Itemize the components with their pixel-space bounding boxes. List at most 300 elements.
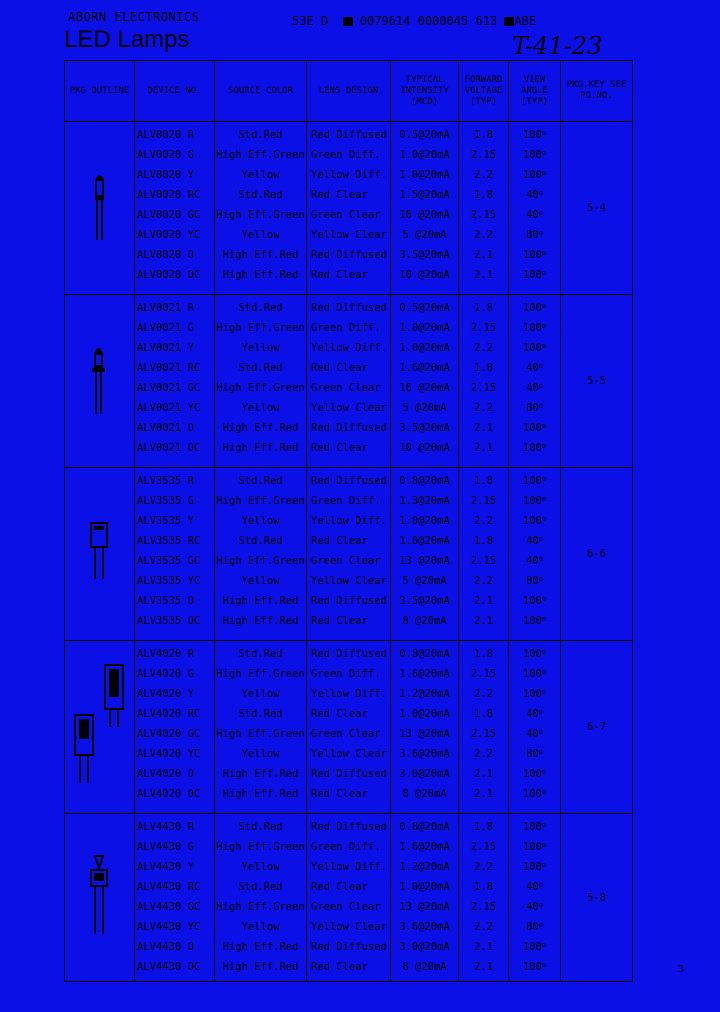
forward-voltage-value	[459, 957, 508, 977]
degree-symbol: o	[538, 881, 543, 889]
lens-design-text: Green Clear	[311, 209, 381, 221]
source-color-value	[215, 471, 306, 491]
forward-voltage-value	[459, 165, 508, 185]
device-no-value	[135, 571, 214, 591]
source-color-text: Yellow	[241, 229, 280, 241]
typical-intensity-value	[391, 125, 458, 145]
device-no-value	[135, 338, 214, 358]
forward-voltage-value	[459, 511, 508, 531]
lens-design-value	[307, 145, 390, 165]
led-spec-table	[64, 60, 633, 982]
degree-symbol: o	[541, 169, 547, 177]
forward-voltage-text: 2.2	[474, 229, 493, 241]
source-color-value	[215, 917, 306, 937]
lens-design-value	[307, 837, 390, 857]
forward-voltage-text: 2.15	[470, 495, 497, 507]
forward-voltage-text: 2.2	[474, 861, 493, 873]
lens-design-text: Yellow Clear	[311, 402, 387, 414]
typical-intensity-value	[391, 491, 458, 511]
col-view-angle: VIEW ANGLE (TYP)	[509, 61, 561, 122]
view-angle-text: 100	[522, 768, 542, 780]
col-forward-voltage: FORWARD VOLTAGE (TYP)	[459, 61, 509, 122]
view-angle-value	[509, 298, 560, 318]
source-color-text: High Eff.Green	[216, 209, 305, 221]
forward-voltage-text: 1.8	[474, 821, 493, 833]
lens-design-value	[307, 744, 390, 764]
device-no-value	[135, 704, 214, 724]
lens-design-value	[307, 125, 390, 145]
forward-voltage-text: 2.1	[474, 768, 493, 780]
forward-voltage-value	[459, 338, 508, 358]
view-angle-value	[509, 897, 560, 917]
view-angle-value	[509, 125, 560, 145]
view-angle-value	[509, 937, 560, 957]
lens-design-value	[307, 897, 390, 917]
device-no-value	[135, 165, 214, 185]
forward-voltage-value	[459, 664, 508, 684]
source-color-value	[215, 857, 306, 877]
pkg-key-value: 5-5	[587, 375, 606, 387]
view-angle-text: 100	[522, 342, 542, 354]
col-pkg-key: PKG.KEY SEE PG.NO.	[561, 61, 633, 122]
typical-intensity-value	[391, 358, 458, 378]
view-angle-text: 80	[526, 402, 539, 414]
device-no-text: ALV3535 O	[137, 595, 194, 607]
device-no-value	[135, 897, 214, 917]
lens-design-value	[307, 298, 390, 318]
view-angle-value	[509, 877, 560, 897]
forward-voltage-cell	[459, 295, 509, 468]
device-no-value	[135, 837, 214, 857]
source-color-text: Std.Red	[238, 302, 283, 314]
pkg-outline-cell	[65, 122, 135, 295]
device-no-value	[135, 491, 214, 511]
typical-intensity-value	[391, 817, 458, 837]
source-color-value	[215, 298, 306, 318]
forward-voltage-cell	[459, 468, 509, 641]
source-color-value	[215, 837, 306, 857]
pkg-outline-cell	[65, 814, 135, 982]
forward-voltage-text: 1.8	[474, 648, 493, 660]
device-no-value	[135, 245, 214, 265]
table-group-row	[65, 295, 633, 468]
view-angle-value	[509, 265, 560, 285]
source-color-text: High Eff.Green	[216, 728, 305, 740]
view-angle-value	[509, 764, 560, 784]
lens-design-cell	[307, 641, 391, 814]
typical-intensity-value	[391, 937, 458, 957]
degree-symbol: o	[541, 475, 547, 483]
lens-design-text: Red Clear	[311, 708, 368, 720]
device-no-text: ALV4430 O	[137, 941, 194, 953]
doc-code-prefix: 53E D	[292, 14, 329, 28]
view-angle-text: 100	[522, 595, 542, 607]
typical-intensity-text: 1.0@20mA	[399, 322, 450, 334]
device-no-text: ALV0020 GC	[137, 209, 201, 221]
source-color-value	[215, 125, 306, 145]
typical-intensity-cell	[391, 468, 459, 641]
device-no-value	[135, 511, 214, 531]
view-angle-value	[509, 491, 560, 511]
source-color-value	[215, 897, 306, 917]
lens-design-text: Yellow Diff.	[311, 688, 387, 700]
view-angle-text: 40	[526, 555, 539, 567]
device-no-text: ALV3535 G	[137, 495, 194, 507]
forward-voltage-value	[459, 225, 508, 245]
source-color-text: High Eff.Red	[222, 249, 299, 261]
device-no-value	[135, 225, 214, 245]
device-no-text: ALV0021 Y	[137, 342, 194, 354]
view-angle-text: 100	[522, 648, 542, 660]
device-no-text: ALV4020 Y	[137, 688, 194, 700]
source-color-text: Std.Red	[238, 535, 283, 547]
forward-voltage-text: 2.1	[474, 961, 493, 973]
lens-design-text: Green Diff.	[311, 149, 381, 161]
forward-voltage-value	[459, 471, 508, 491]
device-no-text: ALV4020 R	[137, 648, 194, 660]
source-color-value	[215, 571, 306, 591]
forward-voltage-text: 2.1	[474, 788, 493, 800]
source-color-text: High Eff.Red	[222, 788, 299, 800]
device-no-text: ALV0020 YC	[137, 229, 201, 241]
device-no-value	[135, 265, 214, 285]
device-no-cell	[135, 814, 215, 982]
source-color-value	[215, 185, 306, 205]
device-no-value	[135, 591, 214, 611]
lens-design-text: Red Clear	[311, 788, 368, 800]
lens-design-text: Yellow Clear	[311, 575, 387, 587]
forward-voltage-text: 2.15	[470, 841, 497, 853]
lens-design-value	[307, 165, 390, 185]
table-group-row	[65, 468, 633, 641]
forward-voltage-value	[459, 644, 508, 664]
source-color-text: Std.Red	[238, 475, 283, 487]
device-no-value	[135, 298, 214, 318]
lens-design-value	[307, 611, 390, 631]
table-header-row	[65, 61, 633, 122]
forward-voltage-text: 2.2	[474, 169, 493, 181]
typical-intensity-text: 1.0@20mA	[399, 149, 450, 161]
pkg-outline-cell	[65, 468, 135, 641]
table-group-row	[65, 814, 633, 982]
led-triangle-icon	[89, 854, 111, 938]
typical-intensity-value	[391, 764, 458, 784]
view-angle-cell	[509, 641, 561, 814]
view-angle-value	[509, 185, 560, 205]
lens-design-text: Red Clear	[311, 881, 368, 893]
typical-intensity-value	[391, 225, 458, 245]
page-title: LED Lamps	[64, 26, 190, 53]
view-angle-text: 100	[522, 422, 542, 434]
source-color-text: High Eff.Green	[216, 841, 305, 853]
device-no-cell	[135, 122, 215, 295]
degree-symbol: o	[541, 129, 547, 137]
degree-symbol: o	[541, 648, 547, 656]
source-color-value	[215, 438, 306, 458]
degree-symbol: o	[541, 495, 547, 503]
pkg-key-value: 5-8	[587, 891, 606, 904]
source-color-value	[215, 684, 306, 704]
black-block-icon	[504, 17, 514, 26]
source-color-value	[215, 817, 306, 837]
degree-symbol: o	[541, 688, 547, 696]
forward-voltage-value	[459, 418, 508, 438]
source-color-text: Yellow	[241, 515, 280, 527]
typical-intensity-text: 10 @20mA	[399, 442, 450, 454]
device-no-value	[135, 917, 214, 937]
lens-design-cell	[307, 814, 391, 982]
device-no-text: ALV4430 G	[137, 841, 194, 853]
typical-intensity-text: 16 @20mA	[399, 209, 450, 221]
view-angle-value	[509, 318, 560, 338]
typical-intensity-text: 5 @20mA	[402, 402, 447, 414]
device-no-value	[135, 318, 214, 338]
device-no-text: ALV3535 R	[137, 475, 194, 487]
view-angle-value	[509, 857, 560, 877]
lens-design-value	[307, 877, 390, 897]
source-color-text: Std.Red	[238, 648, 283, 660]
device-no-value	[135, 611, 214, 631]
lens-design-text: Yellow Clear	[311, 748, 387, 760]
view-angle-value	[509, 358, 560, 378]
lens-design-text: Yellow Diff.	[311, 169, 387, 181]
typical-intensity-text: 1.6@20mA	[399, 668, 450, 680]
device-no-value	[135, 684, 214, 704]
source-color-text: Std.Red	[238, 708, 283, 720]
view-angle-value	[509, 165, 560, 185]
degree-symbol: o	[541, 269, 547, 277]
source-color-value	[215, 165, 306, 185]
device-no-value	[135, 724, 214, 744]
lens-design-text: Red Diffused	[311, 475, 387, 487]
lens-design-text: Red Diffused	[311, 129, 387, 141]
source-color-text: Yellow	[241, 861, 280, 873]
degree-symbol: o	[541, 668, 547, 676]
view-angle-value	[509, 145, 560, 165]
device-no-text: ALV4020 GC	[137, 728, 201, 740]
lens-design-text: Red Diffused	[311, 249, 387, 261]
view-angle-text: 100	[522, 941, 542, 953]
typical-intensity-value	[391, 471, 458, 491]
typical-intensity-text: 1.2@20mA	[399, 861, 450, 873]
pkg-key-cell	[561, 814, 633, 982]
source-color-text: Std.Red	[238, 881, 283, 893]
forward-voltage-text: 1.8	[474, 475, 493, 487]
typical-intensity-text: 1.0@20mA	[399, 169, 450, 181]
degree-symbol: o	[538, 708, 543, 716]
device-no-value	[135, 185, 214, 205]
typical-intensity-text: 1.2@20mA	[399, 688, 450, 700]
device-no-text: ALV4430 RC	[137, 881, 201, 893]
forward-voltage-value	[459, 764, 508, 784]
forward-voltage-value	[459, 817, 508, 837]
degree-symbol: o	[538, 382, 543, 390]
view-angle-value	[509, 438, 560, 458]
typical-intensity-text: 8 @20mA	[402, 615, 447, 627]
view-angle-value	[509, 957, 560, 977]
device-no-value	[135, 471, 214, 491]
view-angle-text: 100	[522, 149, 542, 161]
view-angle-value	[509, 225, 560, 245]
source-color-value	[215, 145, 306, 165]
degree-symbol: o	[541, 322, 547, 330]
lens-design-value	[307, 318, 390, 338]
lens-design-value	[307, 551, 390, 571]
degree-symbol: o	[541, 861, 547, 869]
source-color-text: High Eff.Green	[216, 668, 305, 680]
device-no-value	[135, 398, 214, 418]
view-angle-value	[509, 724, 560, 744]
source-color-value	[215, 225, 306, 245]
device-no-text: ALV0020 RC	[137, 189, 201, 201]
doc-code-suffix: ABE	[514, 14, 537, 28]
source-color-text: Yellow	[241, 575, 280, 587]
typical-intensity-value	[391, 644, 458, 664]
device-no-value	[135, 817, 214, 837]
typical-intensity-value	[391, 398, 458, 418]
pkg-key-cell	[561, 468, 633, 641]
degree-symbol: o	[541, 841, 547, 849]
lens-design-value	[307, 491, 390, 511]
view-angle-text: 100	[522, 615, 542, 627]
typical-intensity-value	[391, 338, 458, 358]
forward-voltage-value	[459, 837, 508, 857]
device-no-value	[135, 857, 214, 877]
forward-voltage-value	[459, 185, 508, 205]
page-number: 3	[678, 964, 685, 975]
degree-symbol: o	[538, 535, 543, 543]
forward-voltage-text: 2.15	[470, 209, 497, 221]
source-color-text: Yellow	[241, 402, 280, 414]
source-color-value	[215, 784, 306, 804]
lens-design-value	[307, 664, 390, 684]
lens-design-value	[307, 511, 390, 531]
degree-symbol: o	[538, 921, 543, 929]
device-no-value	[135, 418, 214, 438]
view-angle-value	[509, 704, 560, 724]
view-angle-text: 100	[522, 515, 542, 527]
typical-intensity-text: 1.5@20mA	[399, 189, 450, 201]
forward-voltage-value	[459, 917, 508, 937]
lens-design-text: Red Clear	[311, 615, 368, 627]
forward-voltage-value	[459, 591, 508, 611]
typical-intensity-value	[391, 591, 458, 611]
source-color-value	[215, 957, 306, 977]
view-angle-value	[509, 837, 560, 857]
device-no-text: ALV3535 YC	[137, 575, 201, 587]
view-angle-value	[509, 817, 560, 837]
lens-design-cell	[307, 468, 391, 641]
source-color-value	[215, 744, 306, 764]
typical-intensity-text: 1.0@20mA	[399, 515, 450, 527]
forward-voltage-value	[459, 298, 508, 318]
forward-voltage-text: 2.15	[470, 555, 497, 567]
typical-intensity-value	[391, 298, 458, 318]
degree-symbol: o	[541, 941, 547, 949]
lens-design-text: Red Diffused	[311, 648, 387, 660]
source-color-text: Std.Red	[238, 821, 283, 833]
led-rect-pair-icon	[73, 663, 127, 787]
source-color-cell	[215, 814, 307, 982]
lens-design-text: Yellow Clear	[311, 229, 387, 241]
typical-intensity-value	[391, 664, 458, 684]
typical-intensity-value	[391, 857, 458, 877]
source-color-text: High Eff.Green	[216, 901, 305, 913]
lens-design-value	[307, 338, 390, 358]
typical-intensity-text: 0.5@20mA	[399, 129, 450, 141]
device-no-value	[135, 664, 214, 684]
forward-voltage-text: 2.15	[470, 728, 497, 740]
degree-symbol: o	[541, 515, 547, 523]
forward-voltage-value	[459, 531, 508, 551]
forward-voltage-text: 1.8	[474, 535, 493, 547]
view-angle-text: 100	[522, 302, 542, 314]
typical-intensity-text: 0.8@20mA	[399, 821, 450, 833]
device-no-text: ALV4020 O	[137, 768, 194, 780]
lens-design-value	[307, 957, 390, 977]
typical-intensity-text: 1.6@20mA	[399, 841, 450, 853]
forward-voltage-value	[459, 704, 508, 724]
degree-symbol: o	[541, 149, 547, 157]
device-no-cell	[135, 641, 215, 814]
source-color-text: Std.Red	[238, 362, 283, 374]
degree-symbol: o	[538, 555, 543, 563]
degree-symbol: o	[538, 362, 543, 370]
forward-voltage-text: 2.1	[474, 422, 493, 434]
degree-symbol: o	[541, 788, 547, 796]
lens-design-value	[307, 225, 390, 245]
source-color-text: Yellow	[241, 921, 280, 933]
forward-voltage-text: 1.8	[474, 129, 493, 141]
lens-design-value	[307, 418, 390, 438]
degree-symbol: o	[538, 748, 543, 756]
device-no-text: ALV0021 O	[137, 422, 194, 434]
forward-voltage-value	[459, 145, 508, 165]
view-angle-text: 40	[526, 209, 539, 221]
view-angle-value	[509, 644, 560, 664]
typical-intensity-text: 1.3@20mA	[399, 495, 450, 507]
typical-intensity-text: 3.5@20mA	[399, 249, 450, 261]
lens-design-value	[307, 937, 390, 957]
lens-design-cell	[307, 122, 391, 295]
view-angle-text: 40	[526, 881, 539, 893]
typical-intensity-value	[391, 145, 458, 165]
forward-voltage-value	[459, 611, 508, 631]
forward-voltage-text: 2.2	[474, 688, 493, 700]
degree-symbol: o	[541, 422, 547, 430]
device-no-text: ALV0021 YC	[137, 402, 201, 414]
device-no-value	[135, 744, 214, 764]
col-lens-design: LENS DESIGN	[307, 61, 391, 122]
degree-symbol: o	[538, 901, 543, 909]
view-angle-text: 40	[526, 901, 539, 913]
forward-voltage-value	[459, 125, 508, 145]
source-color-value	[215, 704, 306, 724]
forward-voltage-text: 2.1	[474, 269, 493, 281]
pkg-outline-cell	[65, 295, 135, 468]
source-color-value	[215, 877, 306, 897]
typical-intensity-text: 0.5@20mA	[399, 302, 450, 314]
pkg-outline-cell	[65, 641, 135, 814]
lens-design-text: Yellow Clear	[311, 921, 387, 933]
view-angle-value	[509, 744, 560, 764]
device-no-value	[135, 358, 214, 378]
source-color-value	[215, 664, 306, 684]
typical-intensity-text: 1.6@20mA	[399, 362, 450, 374]
typical-intensity-value	[391, 551, 458, 571]
forward-voltage-value	[459, 358, 508, 378]
lens-design-value	[307, 591, 390, 611]
